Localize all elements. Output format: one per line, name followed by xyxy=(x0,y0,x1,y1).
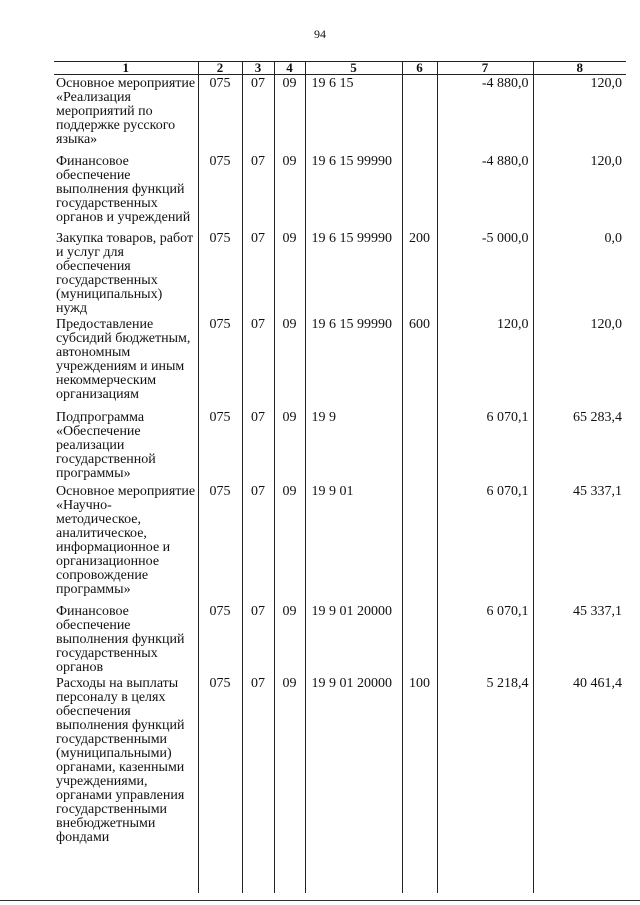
target-article-cell: 19 6 15 99990 xyxy=(305,153,402,230)
ministry-code-cell: 075 xyxy=(198,409,242,483)
ministry-code-cell: 075 xyxy=(198,230,242,316)
column-header: 3 xyxy=(242,62,274,75)
expense-type-cell: 100 xyxy=(402,675,437,855)
target-article-cell: 19 9 xyxy=(305,409,402,483)
ministry-code-cell: 075 xyxy=(198,675,242,855)
page-number: 94 xyxy=(314,27,326,41)
section-code-cell: 07 xyxy=(242,75,274,153)
amount-cell-2: 45 337,1 xyxy=(533,483,626,603)
subsection-code-cell: 09 xyxy=(274,675,305,855)
expense-type-cell xyxy=(402,75,437,153)
table-row xyxy=(54,409,626,483)
amount-cell-1: 6 070,1 xyxy=(437,409,533,483)
amount-cell-2: 120,0 xyxy=(533,153,626,230)
table-row xyxy=(54,153,626,230)
row-name-cell: Финансовое обеспечение выполнения функций государственных органов и учреждений xyxy=(56,153,191,225)
page-bottom-rule xyxy=(0,900,640,901)
expense-type-cell xyxy=(402,153,437,230)
row-name-cell: Финансовое обеспечение выполнения функций государственных органов xyxy=(56,603,185,675)
empty-cell xyxy=(402,855,437,893)
target-article-cell: 19 6 15 99990 xyxy=(305,230,402,316)
table-row xyxy=(54,316,626,409)
column-header: 5 xyxy=(305,62,402,75)
section-code-cell: 07 xyxy=(242,230,274,316)
ministry-code-cell: 075 xyxy=(198,483,242,603)
expense-type-cell xyxy=(402,603,437,675)
row-name-cell: Подпрограмма «Обеспечение реализации государственной программы» xyxy=(56,409,156,481)
empty-cell xyxy=(274,855,305,893)
amount-cell-1: -5 000,0 xyxy=(437,230,533,316)
ministry-code-cell: 075 xyxy=(198,75,242,153)
empty-cell xyxy=(242,855,274,893)
table-row xyxy=(54,675,626,855)
amount-cell-2: 40 461,4 xyxy=(533,675,626,855)
table-filler-row xyxy=(54,855,626,893)
table-row xyxy=(54,483,626,603)
row-name-cell: Предоставление субсидий бюджетным, автономным учреждениям и иным некоммерческим организациям xyxy=(56,316,191,402)
expense-type-cell xyxy=(402,409,437,483)
expense-type-cell: 600 xyxy=(402,316,437,409)
section-code-cell: 07 xyxy=(242,483,274,603)
amount-cell-1: 120,0 xyxy=(437,316,533,409)
ministry-code-cell: 075 xyxy=(198,316,242,409)
empty-cell xyxy=(533,855,626,893)
subsection-code-cell: 09 xyxy=(274,483,305,603)
amount-cell-2: 0,0 xyxy=(533,230,626,316)
row-name-cell: Основное мероприятие «Научно-методическое, аналитическое, информационное и организационное сопровождение программы» xyxy=(56,483,196,597)
amount-cell-1: 6 070,1 xyxy=(437,483,533,603)
subsection-code-cell: 09 xyxy=(274,409,305,483)
empty-cell xyxy=(437,855,533,893)
expense-type-cell: 200 xyxy=(402,230,437,316)
subsection-code-cell: 09 xyxy=(274,603,305,675)
target-article-cell: 19 6 15 99990 xyxy=(305,316,402,409)
table-row xyxy=(54,75,626,153)
amount-cell-1: 6 070,1 xyxy=(437,603,533,675)
column-header: 2 xyxy=(198,62,242,75)
row-name-cell: Закупка товаров, работ и услуг для обеспечения государственных (муниципальных) нужд xyxy=(56,230,194,316)
row-name-cell: Расходы на выплаты персоналу в целях обеспечения выполнения функций государственными (муниципальными) органами, казенными учреждениями, органами управления государственными внебюджетными фондами xyxy=(56,675,185,845)
target-article-cell: 19 6 15 xyxy=(305,75,402,153)
amount-cell-2: 120,0 xyxy=(533,75,626,153)
target-article-cell: 19 9 01 20000 xyxy=(305,603,402,675)
section-code-cell: 07 xyxy=(242,153,274,230)
empty-cell xyxy=(198,855,242,893)
budget-table xyxy=(54,61,626,893)
target-article-cell: 19 9 01 xyxy=(305,483,402,603)
column-header: 8 xyxy=(533,62,626,75)
empty-cell xyxy=(305,855,402,893)
ministry-code-cell: 075 xyxy=(198,603,242,675)
column-header: 6 xyxy=(402,62,437,75)
amount-cell-2: 120,0 xyxy=(533,316,626,409)
column-header: 4 xyxy=(274,62,305,75)
empty-cell xyxy=(54,855,198,893)
target-article-cell: 19 9 01 20000 xyxy=(305,675,402,855)
expense-type-cell xyxy=(402,483,437,603)
subsection-code-cell: 09 xyxy=(274,153,305,230)
column-header: 7 xyxy=(437,62,533,75)
amount-cell-1: -4 880,0 xyxy=(437,75,533,153)
table-row xyxy=(54,230,626,316)
ministry-code-cell: 075 xyxy=(198,153,242,230)
section-code-cell: 07 xyxy=(242,316,274,409)
table-row xyxy=(54,603,626,675)
amount-cell-2: 45 337,1 xyxy=(533,603,626,675)
subsection-code-cell: 09 xyxy=(274,230,305,316)
section-code-cell: 07 xyxy=(242,409,274,483)
section-code-cell: 07 xyxy=(242,603,274,675)
amount-cell-1: -4 880,0 xyxy=(437,153,533,230)
subsection-code-cell: 09 xyxy=(274,75,305,153)
section-code-cell: 07 xyxy=(242,675,274,855)
row-name-cell: Основное мероприятие «Реализация мероприятий по поддержке русского языка» xyxy=(56,76,196,147)
column-header: 1 xyxy=(54,62,198,75)
amount-cell-2: 65 283,4 xyxy=(533,409,626,483)
table-header-row xyxy=(54,62,626,75)
subsection-code-cell: 09 xyxy=(274,316,305,409)
amount-cell-1: 5 218,4 xyxy=(437,675,533,855)
